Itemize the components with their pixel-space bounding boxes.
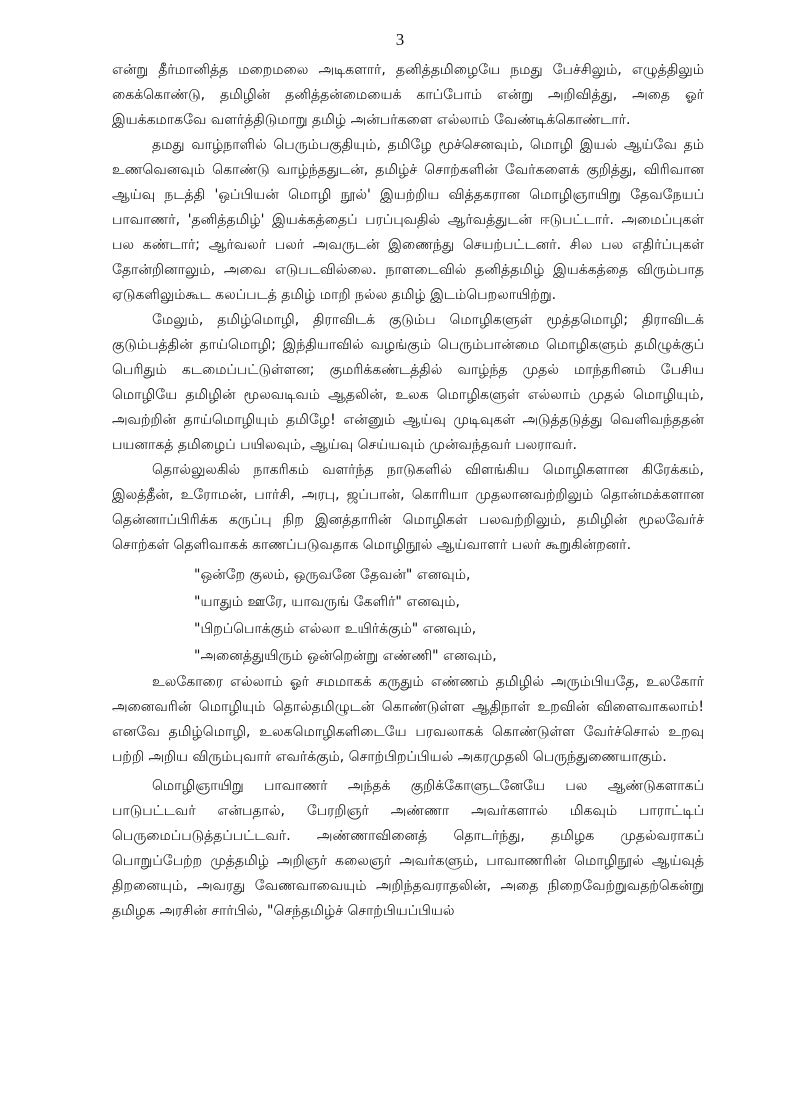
quote-line: "பிறப்பொக்கும் எல்லா உயிர்க்கும்" எனவும்,	[194, 621, 477, 637]
paragraph: தொல்லுலகில் நாகரிகம் வளர்ந்த நாடுகளில் விளங்கிய மொழிகளான கிரேக்கம், இலத்தீன், உரோமன், பார்சி, அரபு, ஜப்பான், கொரியா முதலானவற்றிலும் தொன்மக்களான தென்னாப்பிரிக்க கருப்பு நிற இனத்தாரின் மொழிகள் பலவற்றிலும், தமிழின் மூலவேர்ச் சொற்கள் தெளிவாகக் காணப்படுவதாக மொழிநூல் ஆய்வாளர் பலர் கூறுகின்றனர்.	[112, 462, 704, 553]
quote-line: "ஒன்றே குலம், ஒருவனே தேவன்" எனவும்,	[194, 567, 471, 583]
page-number: 3	[395, 30, 405, 49]
quote-line: "அனைத்துயிரும் ஒன்றென்று எண்ணி" எனவும்,	[194, 648, 497, 664]
paragraph: தமது வாழ்நாளில் பெரும்பகுதியும், தமிழே மூச்செனவும், மொழி இயல் ஆய்வே தம் உணவெனவும் கொண்டு வாழ்ந்ததுடன், தமிழ்ச் சொற்களின் வேர்களைக் குறித்து, விரிவான ஆய்வு நடத்தி 'ஒப்பியன் மொழி நூல்' இயற்றிய வித்தகரான மொழிஞாயிறு தேவநேயப் பாவாணர், 'தனித்தமிழ்' இயக்கத்தைப் பரப்புவதில் ஆர்வத்துடன் ஈடுபட்டார். அமைப்புகள் பல கண்டார்; ஆர்வலர் பலர் அவருடன் இணைந்து செயற்பட்டனர். சில பல எதிர்ப்புகள் தோன்றினாலும், அவை எடுபடவில்லை. நாளடைவில் தனித்தமிழ் இயக்கத்தை விரும்பாத ஏடுகளிலும்கூட கலப்படத் தமிழ் மாறி நல்ல தமிழ் இடம்பெறலாயிற்று.	[112, 137, 704, 303]
quote-line: "யாதும் ஊரே, யாவருங் கேளிர்" எனவும்,	[194, 594, 460, 610]
paragraph: உலகோரை எல்லாம் ஓர் சமமாகக் கருதும் எண்ணம் தமிழில் அரும்பியதே, உலகோர் அனைவரின் மொழியும் தொல்தமிழுடன் கொண்டுள்ள ஆதிநாள் உறவின் விளைவாகலாம்! எனவே தமிழ்மொழி, உலகமொழிகளிடையே பரவலாகக் கொண்டுள்ள வேர்ச்சொல் உறவு பற்றி அறிய விரும்புவார் எவர்க்கும், சொற்பிறப்பியல் அகரமுதலி பெருந்துணையாகும்.	[112, 674, 704, 765]
paragraph: மேலும், தமிழ்மொழி, திராவிடக் குடும்ப மொழிகளுள் மூத்தமொழி; திராவிடக் குடும்பத்தின் தாய்மொழி; இந்தியாவில் வழங்கும் பெரும்பான்மை மொழிகளும் தமிழுக்குப் பெரிதும் கடமைப்பட்டுள்ளன; குமரிக்கண்டத்தில் வாழ்ந்த முதல் மாந்தரினம் பேசிய மொழியே தமிழின் மூலவடிவம் ஆதலின், உலக மொழிகளுள் எல்லாம் முதல் மொழியும், அவற்றின் தாய்மொழியும் தமிழே! என்னும் ஆய்வு முடிவுகள் அடுத்தடுத்து வெளிவந்ததன் பயனாகத் தமிழைப் பயிலவும், ஆய்வு செய்யவும் முன்வந்தவர் பலராவர்.	[112, 312, 704, 453]
paragraph: மொழிஞாயிறு பாவாணர் அந்தக் குறிக்கோளுடனேயே பல ஆண்டுகளாகப் பாடுபட்டவர் என்பதால், பேரறிஞர் அண்ணா அவர்களால் மிகவும் பாராட்டிப் பெருமைப்படுத்தப்பட்டவர். அண்ணாவினைத் தொடர்ந்து, தமிழக முதல்வராகப் பொறுப்பேற்ற முத்தமிழ் அறிஞர் கலைஞர் அவர்களும், பாவாணரின் மொழிநூல் ஆய்வுத் திறனையும், அவரது வேணவாவையும் அறிந்தவராதலின், அதை நிறைவேற்றுவதற்கென்று தமிழக அரசின் சார்பில், "செந்தமிழ்ச் சொற்பியப்பியல்	[112, 778, 704, 919]
quote-block	[112, 562, 704, 670]
paragraph: என்று தீர்மானித்த மறைமலை அடிகளார், தனித்தமிழையே நமது பேச்சிலும், எழுத்திலும் கைக்கொண்டு, தமிழின் தனித்தன்மையைக் காப்போம் என்று அறிவித்து, அதை ஓர் இயக்கமாகவே வளர்த்திடுமாறு தமிழ் அன்பர்களை எல்லாம் வேண்டிக்கொண்டார்.	[112, 62, 704, 128]
page-body	[112, 58, 704, 924]
